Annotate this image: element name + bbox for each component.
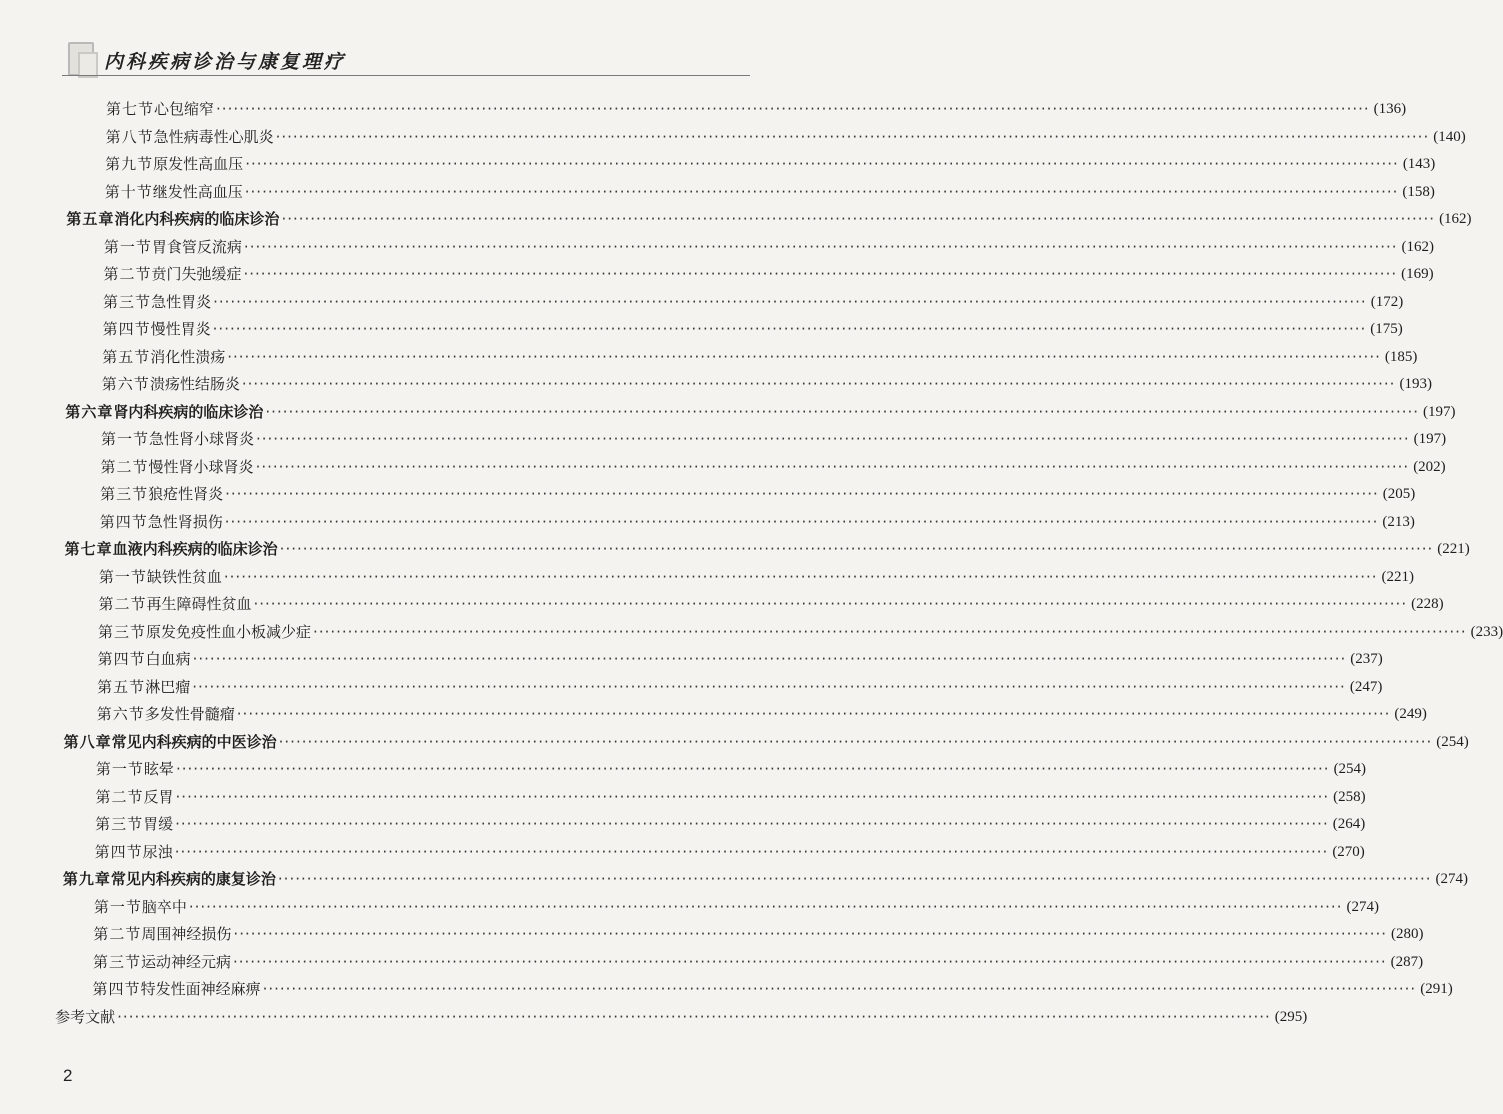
toc-page-number: (247)	[1349, 678, 1383, 695]
toc-section-entry	[103, 260, 1434, 284]
toc-leader-dots: ········································································································································································································	[233, 952, 1387, 971]
toc-page-number: (274)	[1435, 871, 1469, 887]
toc-leader-dots: ········································································································································································································	[262, 980, 1417, 998]
toc-entry-number: 第二节	[98, 595, 147, 613]
toc-entry-title: 脑卒中	[141, 897, 187, 916]
toc-page-number: (205)	[1382, 486, 1416, 502]
toc-page-number: (295)	[1274, 1008, 1308, 1025]
toc-entry-number: 第三节	[100, 485, 149, 503]
toc-leader-dots: ········································································································································································································	[227, 347, 1381, 366]
toc-page-number: (162)	[1439, 211, 1472, 227]
toc-entry-title: 尿浊	[142, 842, 173, 861]
toc-page-number: (185)	[1384, 348, 1418, 365]
toc-page-number: (172)	[1370, 293, 1404, 310]
toc-entry-number: 第六节	[96, 705, 145, 723]
toc-entry-number: 第三节	[103, 292, 152, 311]
toc-leader-dots: ········································································································································································································	[175, 787, 1330, 806]
toc-entry-title: 淋巴瘤	[145, 677, 191, 696]
toc-leader-dots: ········································································································································································································	[192, 677, 1346, 696]
toc-page-number: (175)	[1370, 321, 1403, 337]
toc-entry-title: 胃食管反流病	[151, 237, 242, 256]
toc-leader-dots: ········································································································································································································	[192, 650, 1347, 668]
toc-entry-number: 第九节	[105, 155, 154, 173]
toc-entry-number: 第一节	[93, 897, 142, 916]
toc-leader-dots: ········································································································································································································	[243, 237, 1398, 256]
toc-entry-title: 溃疡性结肠炎	[149, 375, 240, 393]
toc-section-entry	[95, 810, 1366, 834]
toc-leader-dots: ········································································································································································································	[174, 842, 1329, 861]
toc-entry-title: 胃缓	[143, 815, 174, 833]
toc-section-entry	[95, 755, 1367, 779]
toc-leader-dots: ········································································································································································································	[277, 870, 1432, 888]
toc-entry-title: 继发性高血压	[152, 182, 243, 201]
toc-entry-number: 第一节	[103, 237, 152, 256]
toc-section-entry	[103, 288, 1404, 312]
toc-entry-number: 第九章	[62, 870, 111, 888]
toc-leader-dots: ········································································································································································································	[255, 430, 1410, 448]
toc-page-number: (197)	[1423, 403, 1456, 420]
toc-entry-number: 第四节	[97, 650, 146, 668]
toc-entry-title: 周围神经损伤	[141, 925, 232, 943]
toc-leader-dots: ········································································································································································································	[223, 567, 1378, 586]
toc-leader-dots: ········································································································································································································	[212, 320, 1367, 338]
toc-section-entry	[100, 425, 1447, 449]
toc-entry-number: 第六章	[65, 402, 114, 421]
toc-entry-title: 贲门失弛缓症	[151, 265, 242, 283]
toc-section-entry	[92, 948, 1424, 972]
toc-entry-title: 运动神经元病	[140, 952, 231, 971]
toc-entry-title: 慢性肾小球肾炎	[148, 457, 254, 476]
toc-page-number: (233)	[1470, 623, 1503, 640]
toc-section-entry	[97, 673, 1383, 697]
toc-leader-dots: ········································································································································································································	[225, 485, 1379, 503]
toc-leader-dots: ········································································································································································································	[245, 155, 1399, 173]
toc-page-number: (237)	[1350, 651, 1383, 667]
toc-entry-number: 第一节	[95, 760, 144, 778]
toc-entry-title: 特发性面神经麻痹	[140, 980, 261, 998]
toc-entry-number: 第七章	[64, 540, 113, 558]
toc-entry-number: 第六节	[101, 375, 150, 393]
toc-entry-number: 第四节	[102, 320, 151, 338]
toc-entry-title: 原发性高血压	[153, 155, 244, 173]
toc-entry-title: 心包缩窄	[154, 100, 215, 118]
toc-entry-title: 缺铁性贫血	[146, 567, 222, 586]
toc-leader-dots: ········································································································································································································	[241, 375, 1396, 393]
toc-page-number: (221)	[1381, 568, 1415, 585]
toc-section-entry	[99, 508, 1415, 532]
toc-entry-title: 眩晕	[143, 760, 174, 778]
toc-entry-number: 第三节	[95, 815, 144, 833]
toc-section-entry	[98, 590, 1444, 614]
toc-leader-dots: ········································································································································································································	[244, 182, 1399, 201]
toc-entry-number: 第五节	[102, 347, 151, 366]
toc-page-number: (158)	[1402, 183, 1435, 200]
toc-leader-dots: ········································································································································································································	[253, 595, 1408, 613]
toc-chapter-entry	[62, 865, 1469, 889]
toc-page-number: (287)	[1390, 953, 1424, 970]
toc-entry-number: 第八节	[105, 127, 154, 146]
toc-page-number: (274)	[1346, 898, 1379, 915]
toc-entry-title: 原发免疫性血小板减少症	[146, 622, 312, 641]
toc-page-number: (197)	[1413, 431, 1447, 447]
toc-entry-number: 第一节	[98, 567, 147, 586]
toc-page-number: (270)	[1332, 843, 1365, 860]
toc-entry-number: 第三节	[98, 622, 147, 641]
toc-page-number: (254)	[1333, 761, 1367, 777]
toc-leader-dots: ········································································································································································································	[216, 100, 1370, 118]
toc-section-entry	[93, 893, 1379, 917]
toc-section-entry	[102, 343, 1418, 367]
toc-leader-dots: ········································································································································································································	[255, 457, 1410, 476]
toc-page-number: (264)	[1332, 816, 1366, 832]
toc-chapter-entry	[65, 398, 1456, 422]
toc-entry-title: 急性肾损伤	[147, 512, 223, 531]
toc-leader-dots: ········································································································································································································	[233, 925, 1388, 943]
toc-entry-number: 第四节	[94, 842, 143, 861]
toc-leader-dots: ········································································································································································································	[175, 815, 1329, 833]
toc-leader-dots: ········································································································································································································	[117, 1007, 1271, 1026]
toc-leader-dots: ········································································································································································································	[313, 622, 1467, 641]
toc-section-entry	[106, 95, 1407, 119]
toc-chapter-entry	[64, 535, 1470, 559]
toc-entry-title: 肾内科疾病的临床诊治	[113, 402, 264, 421]
toc-leader-dots: ········································································································································································································	[279, 540, 1434, 558]
toc-page-number: (254)	[1436, 733, 1469, 750]
toc-entry-title: 白血病	[145, 650, 191, 668]
toc-page-number: (213)	[1382, 513, 1415, 530]
toc-entry-number: 第二节	[93, 925, 142, 943]
toc-entry-title: 消化内科疾病的临床诊治	[114, 210, 280, 228]
toc-page-number: (228)	[1411, 596, 1444, 612]
toc-leader-dots: ········································································································································································································	[224, 512, 1379, 531]
toc-section-entry	[96, 700, 1427, 724]
toc-entry-number: 第二节	[95, 787, 144, 806]
toc-leader-dots: ········································································································································································································	[213, 292, 1367, 311]
toc-leader-dots: ········································································································································································································	[188, 897, 1343, 916]
toc-section-entry	[93, 920, 1424, 944]
toc-entry-number: 第十节	[104, 182, 153, 201]
toc-entry-title: 再生障碍性贫血	[146, 595, 252, 613]
toc-leader-dots: ········································································································································································································	[243, 265, 1398, 283]
page-number: 2	[63, 1066, 73, 1085]
toc-entry-number: 第七节	[106, 100, 155, 118]
toc-section-entry	[100, 453, 1446, 477]
toc-page-number: (143)	[1402, 156, 1436, 172]
toc-entry-title: 常见内科疾病的中医诊治	[111, 732, 277, 751]
toc-reference-entry	[55, 1003, 1308, 1027]
toc-entry-number: 第二节	[103, 265, 152, 283]
toc-entry-title: 急性肾小球肾炎	[148, 430, 254, 448]
toc-page-number: (249)	[1394, 706, 1427, 722]
toc-section-entry	[105, 150, 1436, 174]
toc-entry-title: 常见内科疾病的康复诊治	[110, 870, 276, 888]
toc-entry-number: 第一节	[100, 430, 149, 448]
toc-leader-dots: ········································································································································································································	[275, 127, 1430, 146]
toc-entry-number: 第五章	[66, 210, 115, 228]
toc-page-number: (140)	[1433, 128, 1466, 145]
toc-section-entry	[95, 783, 1366, 807]
toc-section-entry	[100, 480, 1416, 504]
toc-section-entry	[92, 975, 1453, 999]
toc-entry-number: 第八章	[63, 732, 112, 751]
toc-page-number: (193)	[1399, 376, 1432, 392]
toc-chapter-entry	[63, 728, 1469, 752]
toc-section-entry	[104, 178, 1435, 202]
toc-leader-dots: ········································································································································································································	[236, 705, 1391, 723]
toc-page-number: (162)	[1401, 238, 1435, 255]
toc-page-number: (169)	[1401, 266, 1434, 282]
toc-entry-number: 第五节	[97, 677, 146, 696]
toc-page-number: (136)	[1373, 101, 1407, 117]
toc-entry-title: 急性病毒性心肌炎	[153, 127, 274, 146]
toc-leader-dots: ········································································································································································································	[278, 732, 1433, 751]
toc-entry-title: 参考文献	[55, 1007, 116, 1026]
toc-page-number: (221)	[1437, 541, 1470, 557]
toc-section-entry	[98, 563, 1415, 587]
toc-entry-title: 狼疮性肾炎	[148, 485, 224, 503]
toc-section-entry	[98, 618, 1503, 642]
toc-page-number: (291)	[1420, 981, 1453, 997]
toc-entry-number: 第四节	[99, 512, 148, 531]
toc-section-entry	[101, 370, 1432, 394]
toc-section-entry	[97, 645, 1383, 669]
toc-page-number: (202)	[1413, 458, 1446, 475]
toc-leader-dots: ········································································································································································································	[281, 210, 1436, 228]
toc-section-entry	[103, 233, 1435, 257]
toc-entry-number: 第四节	[92, 980, 141, 998]
toc-page-number: (258)	[1333, 788, 1366, 805]
toc-entry-title: 消化性溃疡	[150, 347, 226, 366]
toc-section-entry	[102, 315, 1403, 339]
toc-entry-title: 多发性骨髓瘤	[144, 705, 235, 723]
toc-entry-title: 反胃	[143, 787, 174, 806]
toc-section-entry	[105, 123, 1466, 147]
toc-entry-title: 血液内科疾病的临床诊治	[112, 540, 278, 558]
toc-section-entry	[94, 838, 1365, 862]
toc-page-number: (280)	[1391, 926, 1424, 942]
toc-chapter-entry	[66, 205, 1472, 229]
toc-entry-number: 第二节	[100, 457, 149, 476]
toc-leader-dots: ········································································································································································································	[175, 760, 1330, 778]
toc-entry-title: 急性胃炎	[151, 292, 212, 311]
toc-entry-number: 第三节	[92, 952, 141, 971]
toc-leader-dots: ········································································································································································································	[265, 402, 1420, 421]
toc-entry-title: 慢性胃炎	[150, 320, 211, 338]
running-header-title: 内科疾病诊治与康复理疗	[104, 51, 347, 73]
